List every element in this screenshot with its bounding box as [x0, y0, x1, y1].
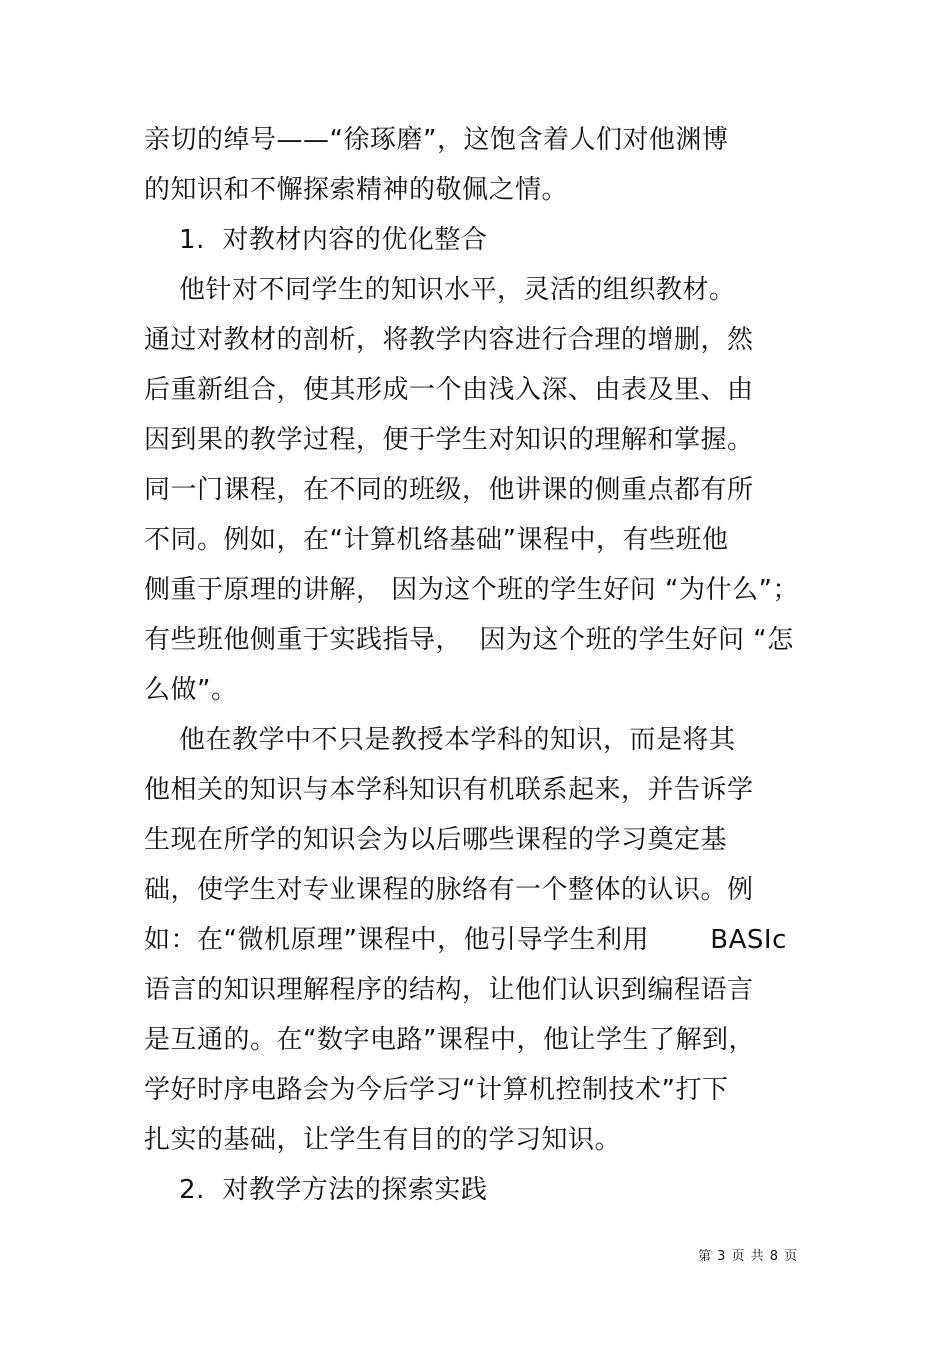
paragraph-line-10: 侧重于原理的讲解， 因为这个班的学生好问 “为什么”； [144, 575, 799, 605]
paragraph-line-12: 么做”。 [144, 675, 238, 705]
paragraph-line-15: 生现在所学的知识会为以后哪些课程的学习奠定基 [144, 825, 728, 855]
paragraph-line-16: 础，使学生对专业课程的脉络有一个整体的认识。例 [144, 875, 754, 905]
section-heading-1: 1. 对教材内容的优化整合 [144, 225, 488, 255]
paragraph-line-7: 因到果的教学过程，便于学生对知识的理解和掌握。 [144, 425, 754, 455]
paragraph-line-5: 通过对教材的剖析，将教学内容进行合理的增删，然 [144, 325, 754, 355]
paragraph-line-6: 后重新组合，使其形成一个由浅入深、由表及里、由 [144, 375, 754, 405]
paragraph-line-8: 同一门课程，在不同的班级，他讲课的侧重点都有所 [144, 475, 754, 505]
paragraph-line-2: 的知识和不懈探索精神的敬佩之情。 [144, 175, 569, 205]
paragraph-line-13: 他在教学中不只是教授本学科的知识，而是将其 [144, 725, 736, 755]
page-number-footer: 第 3 页 共 8 页 [698, 1249, 799, 1264]
paragraph-line-14: 他相关的知识与本学科知识有机联系起来，并告诉学 [144, 775, 754, 805]
paragraph-line-11: 有些班他侧重于实践指导， 因为这个班的学生好问 “怎 [144, 625, 794, 655]
paragraph-line-21: 扎实的基础，让学生有目的的学习知识。 [144, 1125, 622, 1155]
section-heading-2: 2. 对教学方法的探索实践 [144, 1175, 488, 1205]
paragraph-line-9: 不同。例如，在“计算机络基础”课程中，有些班他 [144, 525, 729, 555]
paragraph-line-17: 如：在“微机原理”课程中，他引导学生利用 BASIc [144, 925, 787, 955]
paragraph-line-4: 他针对不同学生的知识水平，灵活的组织教材。 [144, 275, 736, 305]
paragraph-line-19: 是互通的。在“数字电路”课程中，他让学生了解到， [144, 1025, 755, 1055]
paragraph-line-20: 学好时序电路会为今后学习“计算机控制技术”打下 [144, 1075, 729, 1105]
paragraph-line-1: 亲切的绰号——“徐琢磨”，这饱含着人们对他渊博 [144, 125, 729, 155]
paragraph-line-18: 语言的知识理解程序的结构，让他们认识到编程语言 [144, 975, 754, 1005]
